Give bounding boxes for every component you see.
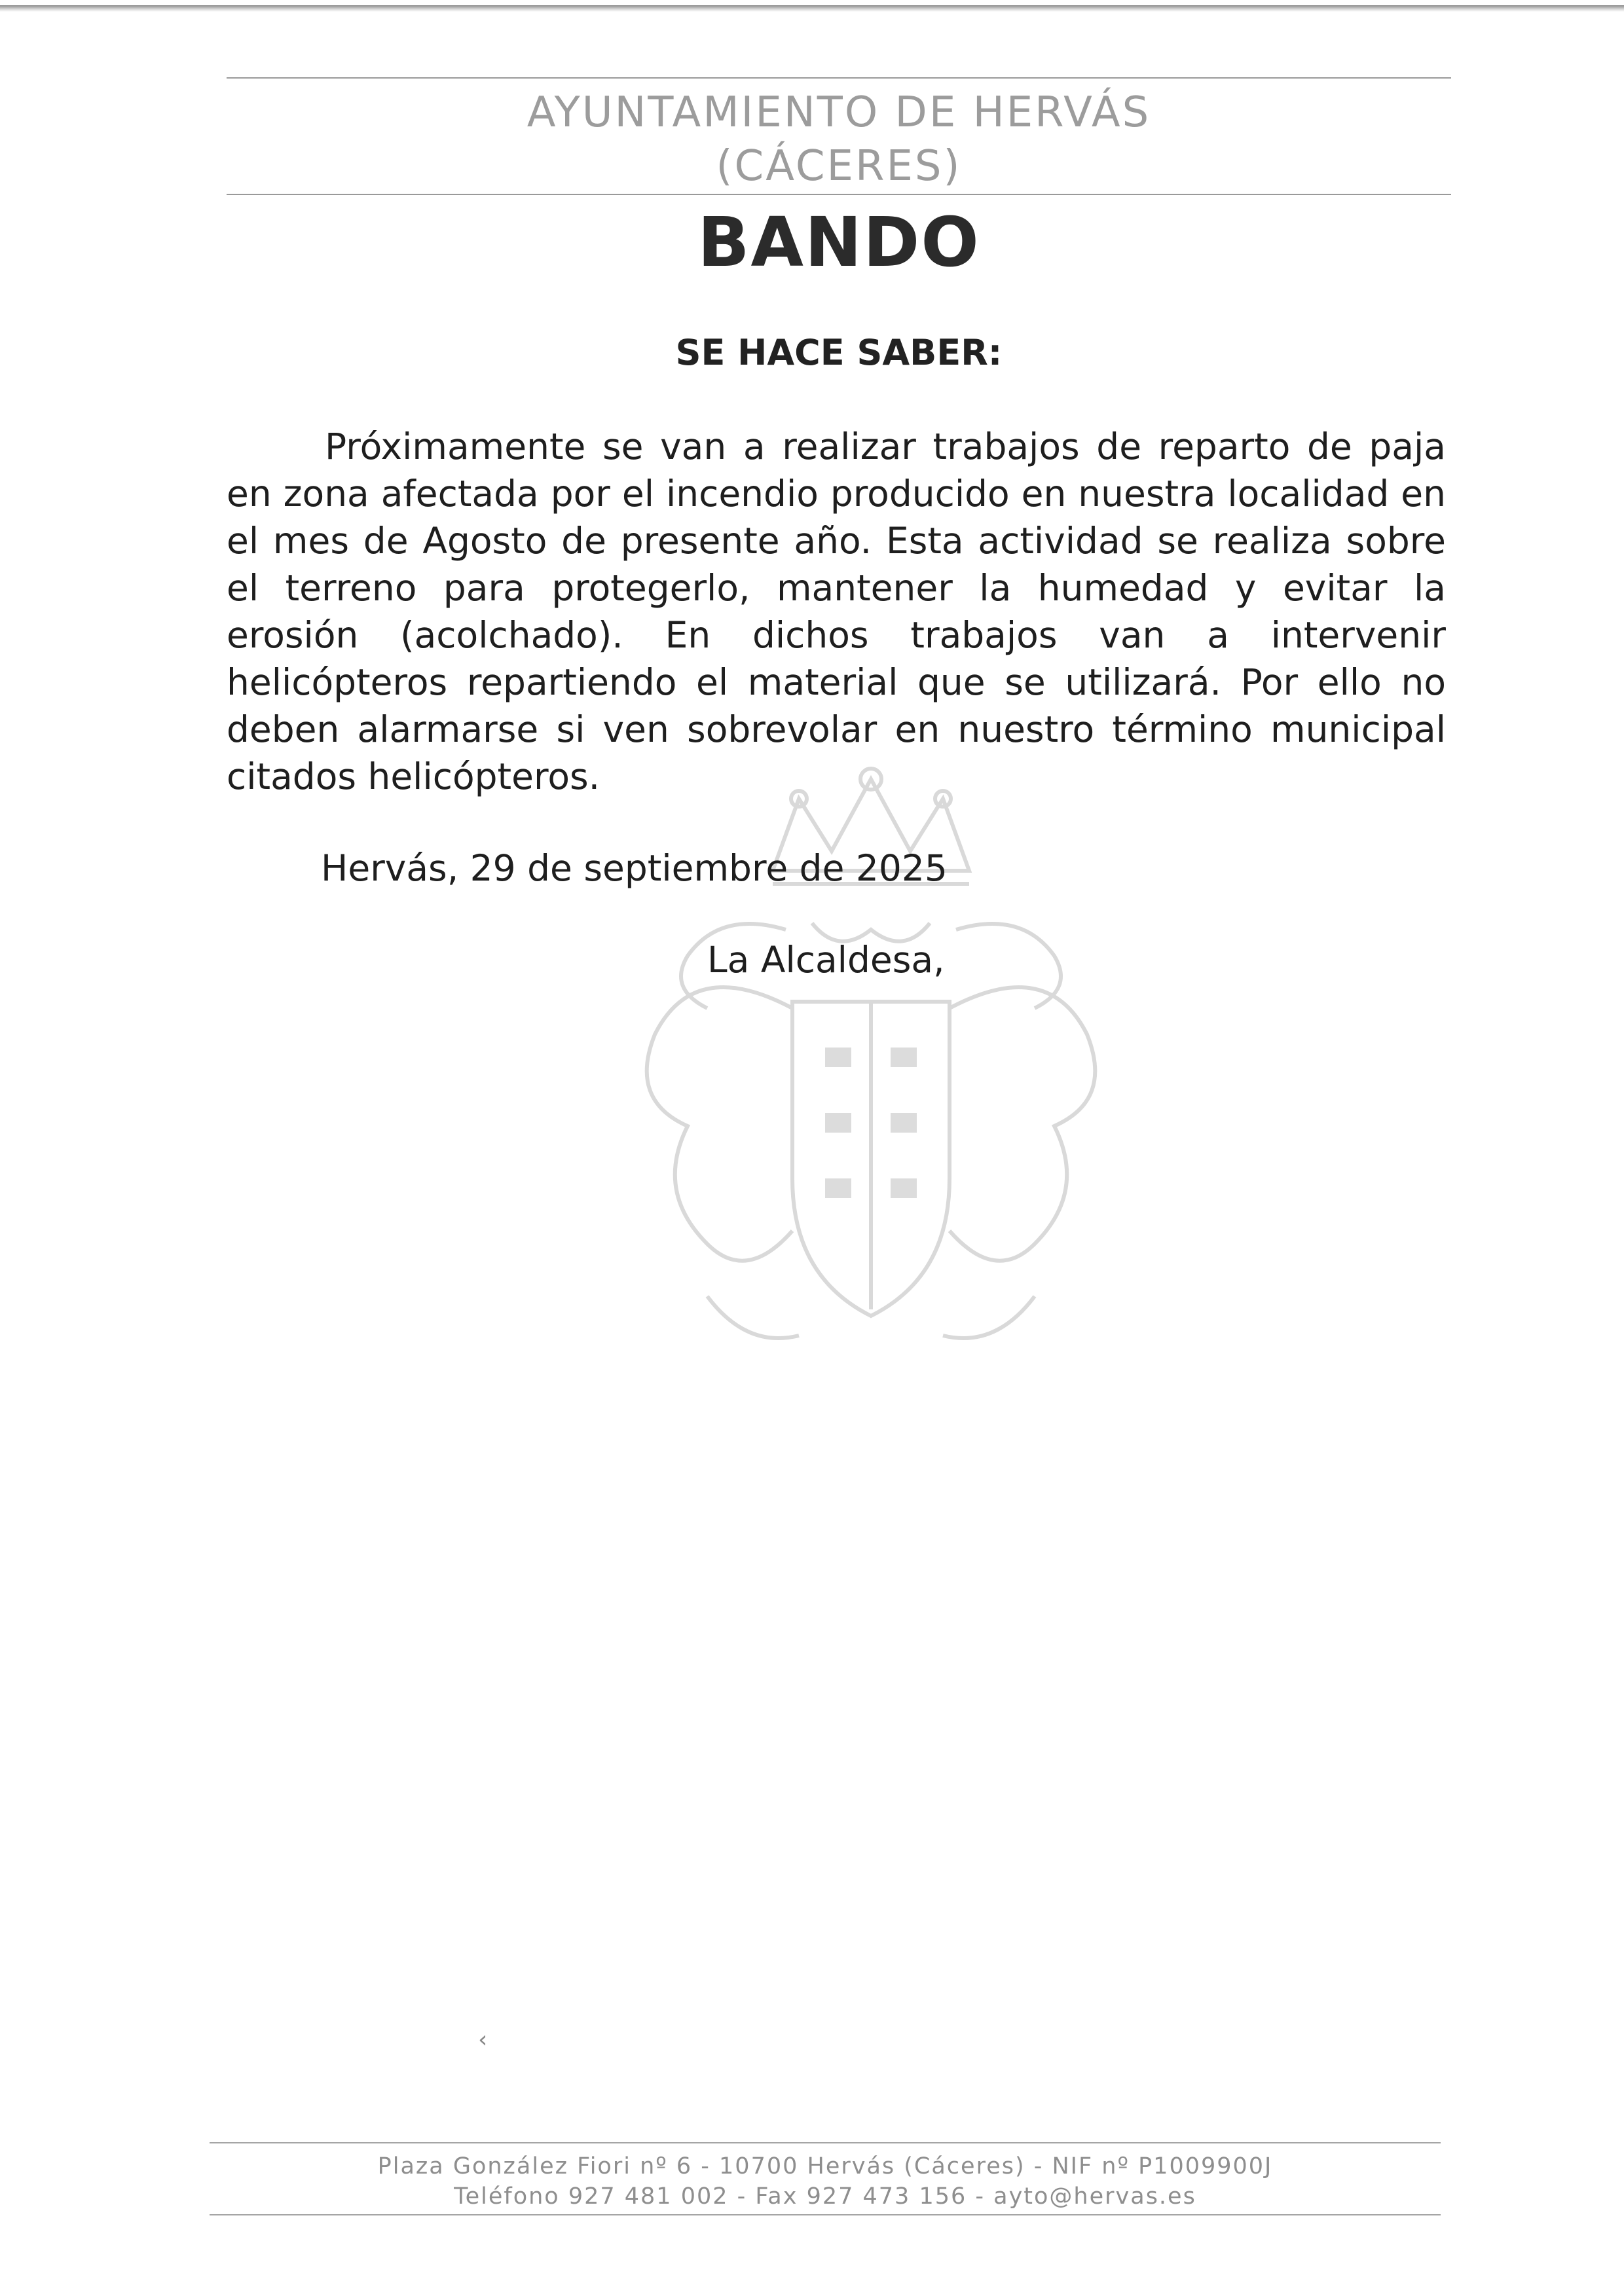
signature-line: La Alcaldesa,	[707, 939, 945, 981]
municipality-name: AYUNTAMIENTO DE HERVÁS	[526, 88, 1151, 137]
header-top-rule	[227, 77, 1451, 79]
footer-address: Plaza González Fiori nº 6 - 10700 Hervás (Cáceres) - NIF nº P1009900J	[377, 2153, 1273, 2179]
document-title: BANDO	[697, 202, 980, 282]
footer-top-rule	[210, 2142, 1441, 2143]
footer-contact: Teléfono 927 481 002 - Fax 927 473 156 - ayto@hervas.es	[454, 2183, 1196, 2210]
document-subtitle: SE HACE SABER:	[675, 332, 1003, 373]
scan-mark: ‹	[478, 2026, 488, 2053]
header-bottom-rule	[227, 194, 1451, 195]
footer-bottom-rule	[210, 2214, 1441, 2215]
scan-edge	[0, 5, 1624, 12]
announcement-body: Próximamente se van a realizar trabajos de reparto de paja en zona afectada por el incendio producido en nuestra localidad en el mes de Agosto de presente año. Esta actividad se realiza sobre el terreno para protegerlo, mantener la humedad y evitar la erosión (acolchado). En dichos trabajos van a intervenir helicópteros repartiendo el material que se utilizará. Por ello no deben alarmarse si ven sobrevolar en nuestro término municipal citados helicópteros.	[227, 426, 1446, 797]
province-name: (CÁCERES)	[716, 142, 962, 191]
date-line: Hervás, 29 de septiembre de 2025	[321, 847, 948, 889]
